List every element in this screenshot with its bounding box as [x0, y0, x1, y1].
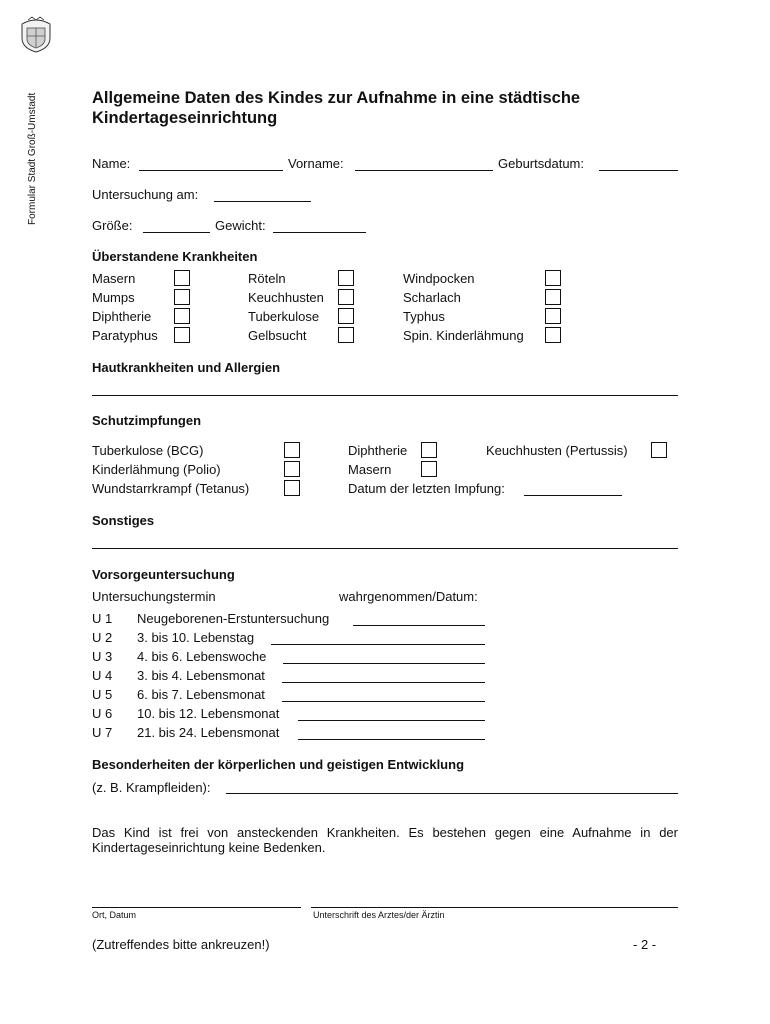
gewicht-label: Gewicht: [215, 218, 266, 233]
page-title [92, 88, 580, 128]
gewicht-field[interactable] [273, 232, 366, 233]
groesse-label: Größe: [92, 218, 133, 233]
geburtsdatum-field[interactable] [599, 170, 678, 171]
untersuchung-label: Untersuchung am: [92, 187, 199, 202]
kinderlaehmung-checkbox[interactable] [545, 327, 561, 343]
impfdatum-field[interactable] [524, 495, 622, 496]
sonstiges-field[interactable] [92, 548, 678, 549]
krankheit-label: Gelbsucht [248, 328, 307, 343]
vorsorge-heading: Vorsorgeuntersuchung [92, 567, 235, 582]
statement-text [92, 825, 678, 855]
mumps-checkbox[interactable] [174, 289, 190, 305]
u-code: U 1 [92, 611, 113, 626]
statement-line-1: Das Kind ist frei von ansteckenden Krankheiten. Es bestehen gegen eine Aufnahme in der [92, 825, 678, 840]
datum-column-label: wahrgenommen/Datum: [339, 589, 478, 604]
u-label: 21. bis 24. Lebensmonat [137, 725, 280, 740]
keuchhusten-checkbox[interactable] [338, 289, 354, 305]
paratyphus-checkbox[interactable] [174, 327, 190, 343]
u1-date-field[interactable] [353, 625, 485, 626]
u2-date-field[interactable] [271, 644, 485, 645]
krankheit-label: Tuberkulose [248, 309, 320, 324]
krankheit-label: Keuchhusten [248, 290, 324, 305]
groesse-field[interactable] [143, 232, 210, 233]
u3-date-field[interactable] [283, 663, 485, 664]
u-label: 3. bis 4. Lebensmonat [137, 668, 265, 683]
impfung-label: Keuchhusten (Pertussis) [486, 443, 628, 458]
u-code: U 2 [92, 630, 113, 645]
vorname-label: Vorname: [288, 156, 344, 171]
u-code: U 4 [92, 668, 113, 683]
u-label: Neugeborenen-Erstuntersuchung [137, 611, 330, 626]
windpocken-checkbox[interactable] [545, 270, 561, 286]
u-code: U 7 [92, 725, 113, 740]
impfung-label: Wundstarrkrampf (Tetanus) [92, 481, 250, 496]
krankheiten-heading: Überstandene Krankheiten [92, 249, 258, 264]
u6-date-field[interactable] [298, 720, 485, 721]
besonderheiten-heading: Besonderheiten der körperlichen und geistigen Entwicklung [92, 757, 465, 772]
krankheit-label: Scharlach [403, 290, 461, 305]
krankheit-label: Röteln [248, 271, 286, 286]
diphtherie-checkbox[interactable] [174, 308, 190, 324]
krampfleiden-label: (z. B. Krampfleiden): [92, 780, 211, 795]
statement-line-2: Kindertageseinrichtung keine Bedenken. [92, 840, 326, 855]
name-label: Name: [92, 156, 131, 171]
impfdatum-label: Datum der letzten Impfung: [348, 481, 505, 496]
title-line-2: Kindertageseinrichtung [92, 109, 278, 127]
krankheit-label: Paratyphus [92, 328, 158, 343]
u7-date-field[interactable] [298, 739, 485, 740]
impfung-label: Diphtherie [348, 443, 408, 458]
city-crest-logo [18, 14, 54, 54]
u-code: U 5 [92, 687, 113, 702]
u-label: 6. bis 7. Lebensmonat [137, 687, 265, 702]
impfung-label: Kinderlähmung (Polio) [92, 462, 221, 477]
krankheit-label: Masern [92, 271, 136, 286]
geburtsdatum-label: Geburtsdatum: [498, 156, 584, 171]
title-line-1: Allgemeine Daten des Kindes zur Aufnahme in eine städtische [92, 89, 581, 107]
krankheit-label: Spin. Kinderlähmung [403, 328, 524, 343]
u5-date-field[interactable] [282, 701, 485, 702]
krankheit-label: Diphtherie [92, 309, 152, 324]
unterschrift-field[interactable] [311, 907, 678, 908]
masern-impfung-checkbox[interactable] [421, 461, 437, 477]
scharlach-checkbox[interactable] [545, 289, 561, 305]
bcg-checkbox[interactable] [284, 442, 300, 458]
impfung-label: Tuberkulose (BCG) [92, 443, 204, 458]
impfungen-heading: Schutzimpfungen [92, 413, 202, 428]
untersuchung-field[interactable] [214, 201, 311, 202]
footer-note: (Zutreffendes bitte ankreuzen!) [92, 937, 270, 952]
gelbsucht-checkbox[interactable] [338, 327, 354, 343]
vorname-field[interactable] [355, 170, 493, 171]
u4-date-field[interactable] [282, 682, 485, 683]
typhus-checkbox[interactable] [545, 308, 561, 324]
u-label: 10. bis 12. Lebensmonat [137, 706, 280, 721]
page-number: - 2 - [633, 937, 657, 952]
diphtherie-impfung-checkbox[interactable] [421, 442, 437, 458]
u-code: U 6 [92, 706, 113, 721]
u-code: U 3 [92, 649, 113, 664]
sonstiges-heading: Sonstiges [92, 513, 155, 528]
name-field[interactable] [139, 170, 283, 171]
tetanus-checkbox[interactable] [284, 480, 300, 496]
form-side-label: Formular Stadt Groß-Umstadt [27, 92, 38, 225]
besonderheiten-field[interactable] [226, 793, 678, 794]
impfung-label: Masern [348, 462, 392, 477]
unterschrift-label: Unterschrift des Arztes/der Ärztin [313, 910, 445, 920]
ort-datum-field[interactable] [92, 907, 301, 908]
tuberkulose-checkbox[interactable] [338, 308, 354, 324]
ort-datum-label: Ort, Datum [92, 910, 137, 920]
haut-field[interactable] [92, 395, 678, 396]
roeteln-checkbox[interactable] [338, 270, 354, 286]
u-label: 3. bis 10. Lebenstag [137, 630, 255, 645]
termin-column-label: Untersuchungstermin [92, 589, 216, 604]
krankheit-label: Mumps [92, 290, 135, 305]
masern-checkbox[interactable] [174, 270, 190, 286]
haut-heading: Hautkrankheiten und Allergien [92, 360, 281, 375]
u-label: 4. bis 6. Lebenswoche [137, 649, 267, 664]
polio-checkbox[interactable] [284, 461, 300, 477]
krankheit-label: Typhus [403, 309, 445, 324]
pertussis-checkbox[interactable] [651, 442, 667, 458]
krankheit-label: Windpocken [403, 271, 475, 286]
